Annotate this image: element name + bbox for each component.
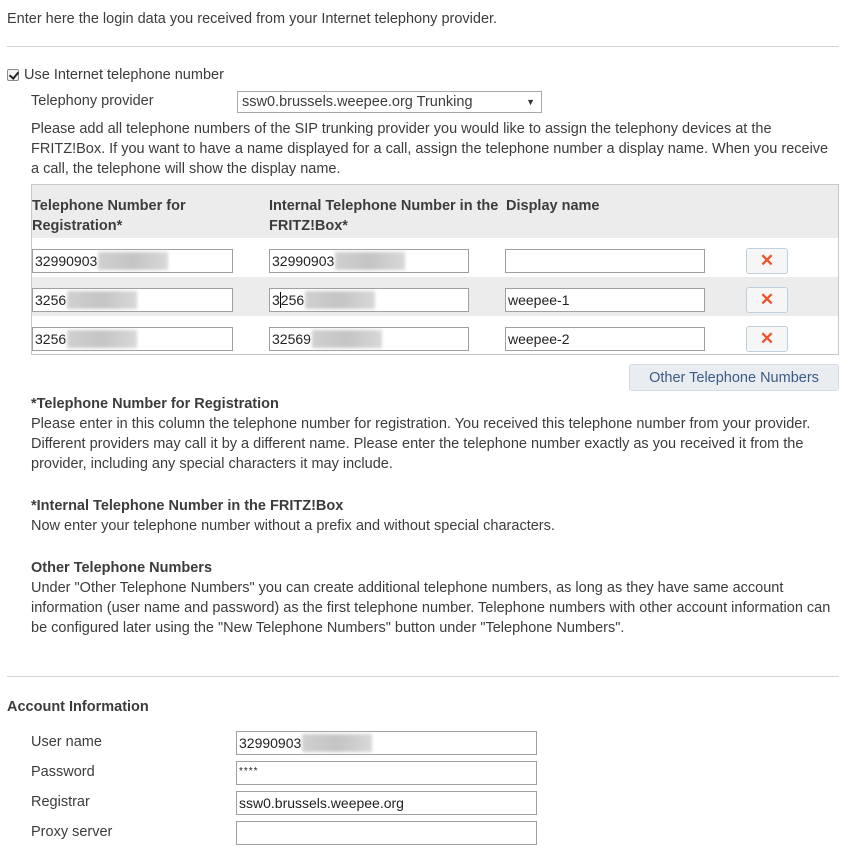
phone-numbers-table	[31, 184, 839, 355]
registration-number-input[interactable]: 32990903	[32, 249, 233, 273]
use-internet-number-checkbox[interactable]	[7, 69, 19, 81]
use-internet-number-label: Use Internet telephone number	[24, 67, 224, 83]
user-name-input[interactable]: 32990903	[236, 731, 537, 755]
note-other-numbers	[31, 558, 839, 638]
redacted-blur	[312, 330, 382, 348]
telephony-provider-select[interactable]	[237, 91, 542, 113]
table-header	[32, 185, 838, 238]
note-text: Now enter your telephone number without a prefix and without special characters.	[31, 518, 555, 534]
intro-text: Enter here the login data you received from your Internet telephony provider.	[7, 11, 498, 27]
note-heading: *Internal Telephone Number in the FRITZ!Box	[31, 498, 344, 514]
proxy-server-label: Proxy server	[31, 824, 113, 840]
telephony-provider-label: Telephony provider	[31, 93, 154, 109]
display-name-input[interactable]	[505, 249, 705, 273]
other-telephone-numbers-button[interactable]: Other Telephone Numbers	[629, 364, 839, 391]
user-name-label: User name	[31, 734, 102, 750]
redacted-blur	[67, 330, 137, 348]
divider	[7, 676, 839, 677]
registrar-label: Registrar	[31, 794, 90, 810]
internal-number-input[interactable]: 3 256	[269, 288, 469, 312]
sip-trunk-description: Please add all telephone numbers of the SIP trunking provider you would like to assign the telephony devices at the FRITZ!Box. If you want to have a name displayed for a call, assign the telephone number a display name. When you receive a call, the telephone will show the display name.	[31, 121, 829, 177]
table-row	[32, 238, 838, 277]
note-heading: *Telephone Number for Registration	[31, 396, 279, 412]
redacted-blur	[67, 291, 137, 309]
redacted-blur	[335, 252, 405, 270]
table-row	[32, 316, 838, 355]
telephony-provider-value: ssw0.brussels.weepee.org Trunking	[242, 94, 473, 110]
column-header-internal: Internal Telephone Number in the FRITZ!Box*	[269, 198, 499, 234]
close-x-icon: ✕	[759, 329, 775, 348]
note-internal	[31, 496, 839, 536]
internal-number-input[interactable]: 32569	[269, 327, 469, 351]
delete-row-button[interactable]	[746, 326, 788, 352]
display-name-input[interactable]: weepee-1	[505, 288, 705, 312]
redacted-blur	[305, 291, 375, 309]
registration-number-input[interactable]: 3256	[32, 288, 233, 312]
redacted-blur	[302, 734, 372, 752]
note-registration	[31, 394, 839, 474]
close-x-icon: ✕	[759, 251, 775, 270]
redacted-blur	[98, 252, 168, 270]
password-label: Password	[31, 764, 95, 780]
internal-number-input[interactable]: 32990903	[269, 249, 469, 273]
column-header-registration: Telephone Number for Registration*	[32, 198, 186, 234]
account-information-heading: Account Information	[7, 699, 149, 715]
table-row	[32, 277, 838, 316]
column-header-display-name: Display name	[506, 198, 600, 214]
registrar-input[interactable]: ssw0.brussels.weepee.org	[236, 791, 537, 815]
close-x-icon: ✕	[759, 290, 775, 309]
note-heading: Other Telephone Numbers	[31, 560, 213, 576]
note-text: Under "Other Telephone Numbers" you can create additional telephone numbers, as long as they have same account information (user name and password) as the first telephone number. Telephone numbers with other account information can be configured later using the "New Telephone Numbers" button under "Telephone Numbers".	[31, 580, 831, 636]
note-text: Please enter in this column the telephone number for registration. You received this telephone number from your provider. Different providers may call it by a different name. Please enter the telephone number exactly as you received it from the provider, including any special characters it may include.	[31, 416, 811, 472]
delete-row-button[interactable]	[746, 287, 788, 313]
registration-number-input[interactable]: 3256	[32, 327, 233, 351]
dropdown-arrow-icon: ▼	[526, 97, 535, 107]
use-internet-number-checkbox-row[interactable]	[7, 67, 224, 83]
delete-row-button[interactable]	[746, 248, 788, 274]
divider	[7, 46, 839, 47]
display-name-input[interactable]: weepee-2	[505, 327, 705, 351]
password-input[interactable]: ****	[236, 761, 537, 785]
proxy-server-input[interactable]	[236, 821, 537, 845]
